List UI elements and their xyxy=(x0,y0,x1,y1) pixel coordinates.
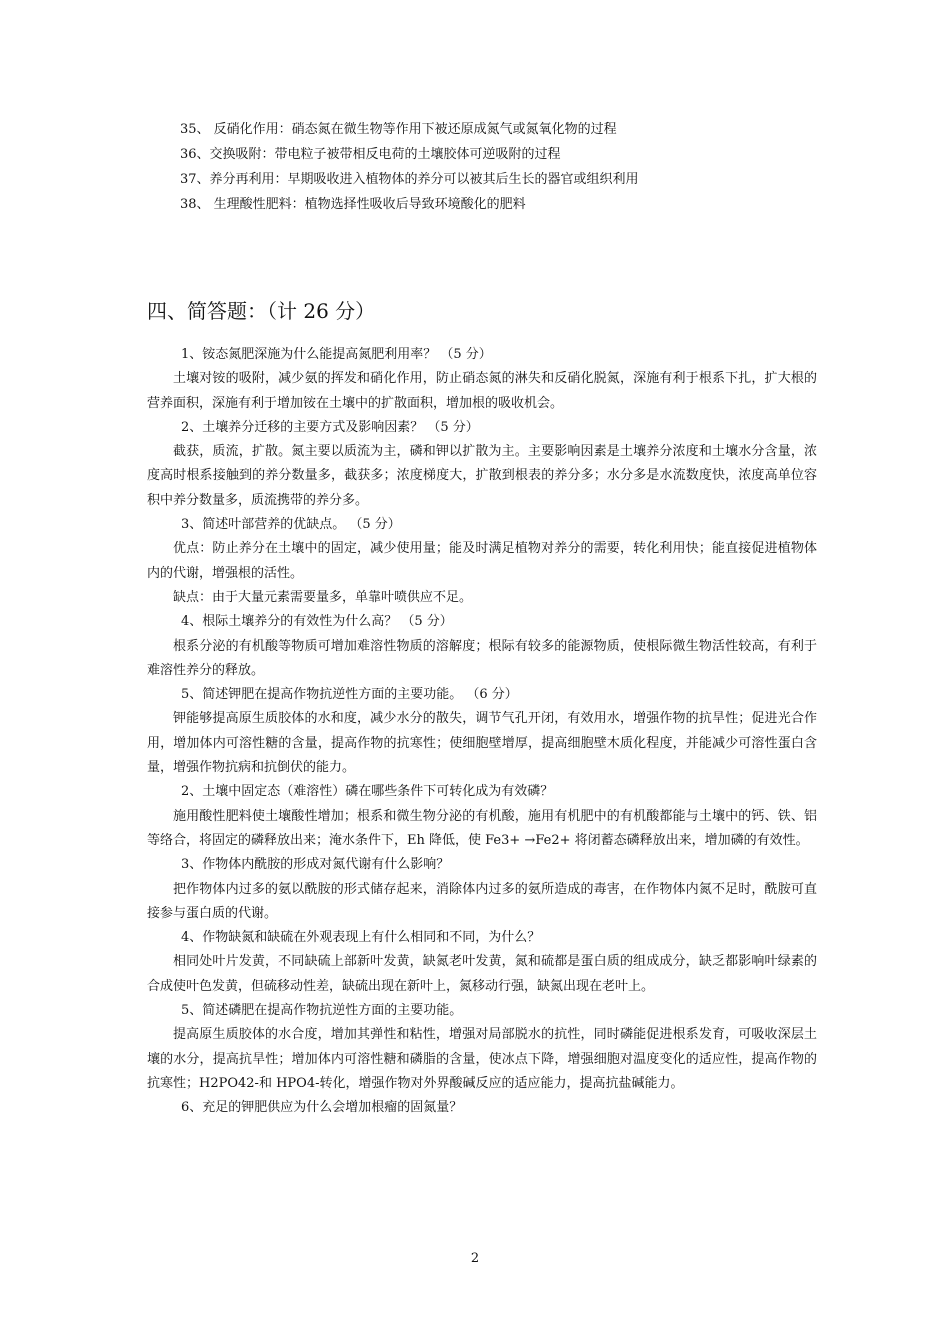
answer: 钾能够提高原生质胶体的水和度，减少水分的散失，调节气孔开闭，有效用水，增强作物的抗旱性；促进光合作用，增加体内可溶性糖的含量，提高作物的抗寒性；使细胞壁增厚，提高细胞壁木质化程度，并能减少可溶性蛋白含量，增强作物抗病和抗倒伏的能力。 xyxy=(147,711,817,776)
question: 3、简述叶部营养的优缺点。 （5 分） xyxy=(181,517,401,533)
question: 5、简述钾肥在提高作物抗逆性方面的主要功能。 （6 分） xyxy=(181,687,518,703)
qa-body xyxy=(147,343,817,1121)
answer: 优点：防止养分在土壤中的固定，减少使用量；能及时满足植物对养分的需要，转化利用快；能直接促进植物体内的代谢，增强根的活性。 xyxy=(147,541,817,581)
definition-line: 35、 反硝化作用：硝态氮在微生物等作用下被还原成氮气或氮氧化物的过程 xyxy=(180,122,617,137)
answer: 施用酸性肥料使土壤酸性增加；根系和微生物分泌的有机酸，施用有机肥中的有机酸都能与土壤中的钙、铁、铝等络合，将固定的磷释放出来；淹水条件下，Eh 降低，使 Fe3+ →Fe2+ 将闭蓄态磷释放出来，增加磷的有效性。 xyxy=(147,808,817,848)
question: 3、作物体内酰胺的形成对氮代谢有什么影响？ xyxy=(181,857,450,873)
section-title: 四、简答题：（计 26 分） xyxy=(147,299,376,323)
answer: 相同处叶片发黄，不同缺硫上部新叶发黄，缺氮老叶发黄，氮和硫都是蛋白质的组成成分，缺乏都影响叶绿素的合成使叶色发黄，但硫移动性差，缺硫出现在新叶上，氮移动行强，缺氮出现在老叶上。 xyxy=(147,954,817,994)
answer: 截获，质流，扩散。氮主要以质流为主，磷和钾以扩散为主。主要影响因素是土壤养分浓度和土壤水分含量，浓度高时根系接触到的养分数量多，截获多；浓度梯度大，扩散到根表的养分多；水分多是水流数度快，浓度高单位容积中养分数量多，质流携带的养分多。 xyxy=(147,444,817,508)
answer: 土壤对铵的吸附，减少氨的挥发和硝化作用，防止硝态氮的淋失和反硝化脱氮，深施有利于根系下扎，扩大根的营养面积，深施有利于增加铵在土壤中的扩散面积，增加根的吸收机会。 xyxy=(147,371,817,411)
question: 5、简述磷肥在提高作物抗逆性方面的主要功能。 xyxy=(181,1003,463,1019)
question: 4、作物缺氮和缺硫在外观表现上有什么相同和不同，为什么？ xyxy=(181,930,541,946)
answer: 提高原生质胶体的水合度，增加其弹性和粘性，增强对局部脱水的抗性，同时磷能促进根系发育，可吸收深层土壤的水分，提高抗旱性；增加体内可溶性糖和磷脂的含量，使冰点下降，增强细胞对温度变化的适应性，提高作物的抗寒性；H2PO42-和 HPO4-转化，增强作物对外界酸碱反应的适应能力，提高抗盐碱能力。 xyxy=(147,1027,817,1091)
answer: 缺点：由于大量元素需要量多，单靠叶喷供应不足。 xyxy=(173,589,473,605)
question: 2、土壤中固定态（难溶性）磷在哪些条件下可转化成为有效磷？ xyxy=(181,784,554,800)
answer: 根系分泌的有机酸等物质可增加难溶性物质的溶解度；根际有较多的能源物质，使根际微生物活性较高，有利于难溶性养分的释放。 xyxy=(147,638,817,678)
definition-line: 38、 生理酸性肥料：植物选择性吸收后导致环境酸化的肥料 xyxy=(180,197,526,212)
definition-line: 36、交换吸附：带电粒子被带相反电荷的土壤胶体可逆吸附的过程 xyxy=(180,147,561,162)
page-number: 2 xyxy=(470,1251,480,1266)
answer: 把作物体内过多的氨以酰胺的形式储存起来，消除体内过多的氨所造成的毒害，在作物体内氮不足时，酰胺可直接参与蛋白质的代谢。 xyxy=(147,881,817,921)
question: 1、铵态氮肥深施为什么能提高氮肥利用率？ （5 分） xyxy=(181,347,492,362)
definition-line: 37、养分再利用：早期吸收进入植物体的养分可以被其后生长的器官或组织利用 xyxy=(180,172,639,187)
question: 6、充足的钾肥供应为什么会增加根瘤的固氮量？ xyxy=(181,1100,463,1116)
question: 4、根际土壤养分的有效性为什么高？ （5 分） xyxy=(181,614,453,630)
question: 2、土壤养分迁移的主要方式及影响因素？ （5 分） xyxy=(181,419,479,435)
